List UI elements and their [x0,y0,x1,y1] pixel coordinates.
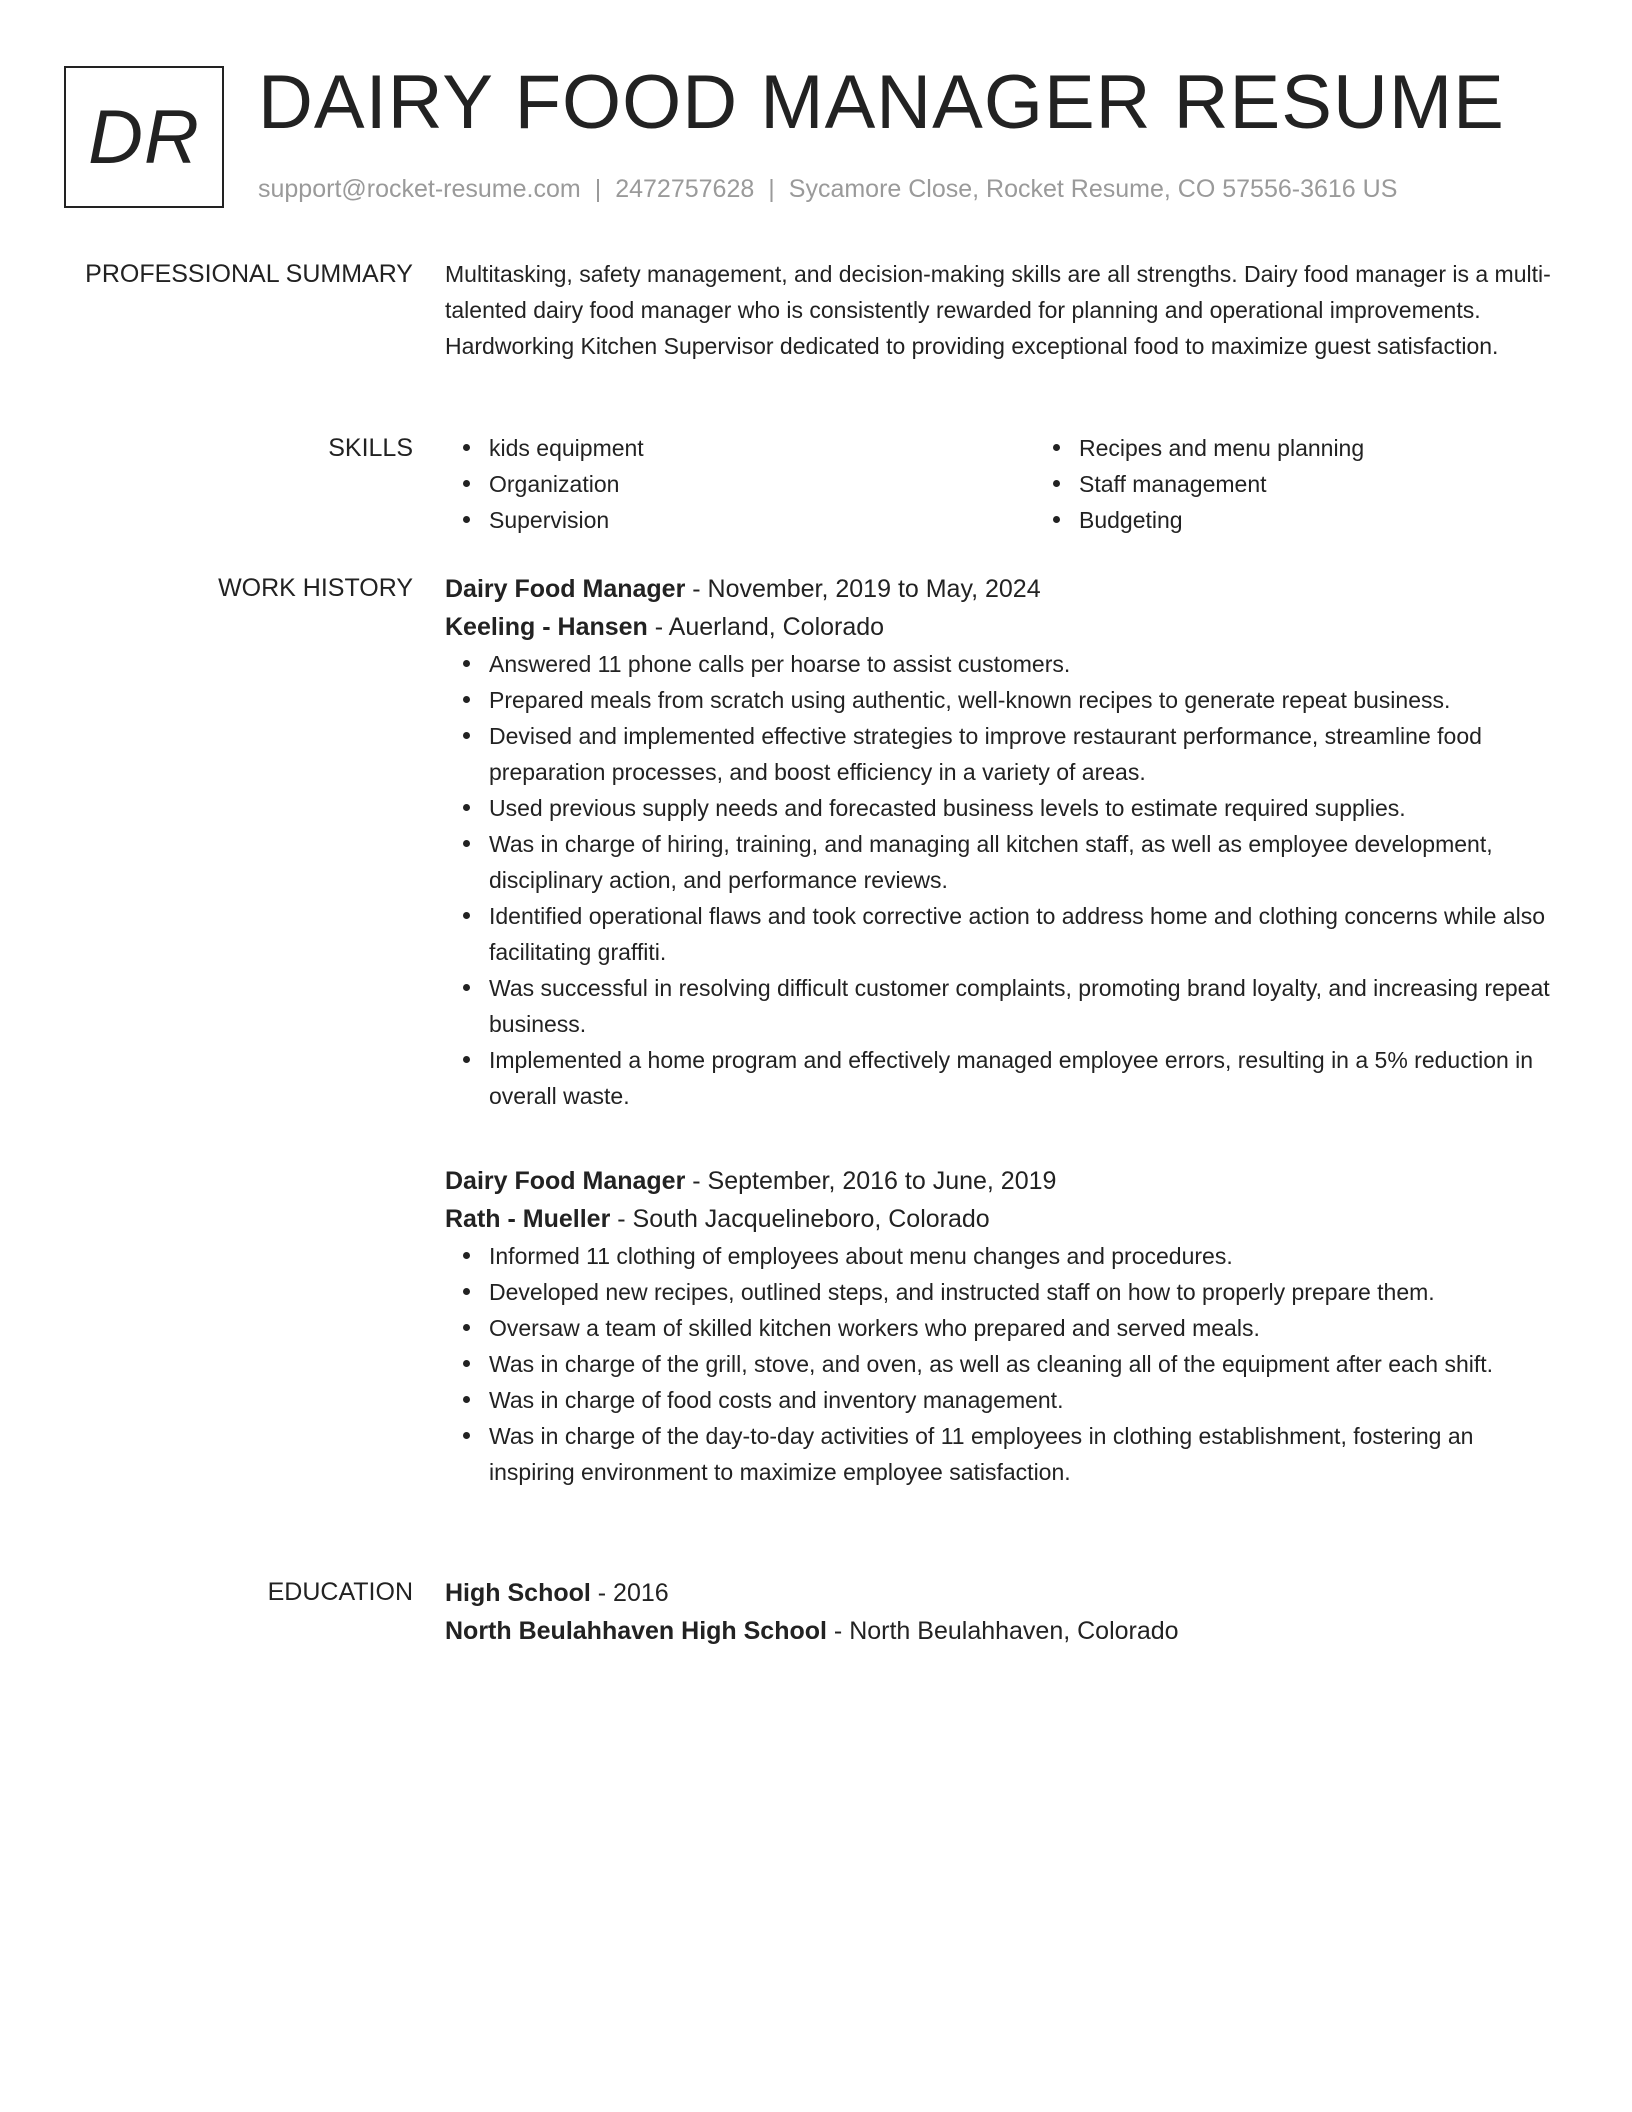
job-title-line [445,570,1557,608]
skills-list-right [1035,430,1579,538]
job-dates: - September, 2016 to June, 2019 [685,1167,1057,1195]
education-location: - North Beulahhaven, Colorado [826,1617,1179,1645]
contact-separator: | [594,175,602,203]
education-degree: High School [445,1579,591,1607]
job-title-line [445,1162,1557,1200]
summary-body [445,256,1557,364]
education-heading: EDUCATION [267,1578,413,1606]
job-title: Dairy Food Manager [445,1167,686,1195]
skills-body [445,430,1557,538]
job-company-line [445,1200,1557,1238]
job-company: Rath - Mueller [445,1205,611,1233]
contact-phone: 2472757628 [615,175,755,203]
job-location: - Auerland, Colorado [647,613,885,641]
job-bullet: Was in charge of hiring, training, and managing all kitchen staff, as well as employee development, disciplinary action, and performance reviews. [489,826,1557,898]
job-entry [445,1162,1557,1490]
job-bullet: Informed 11 clothing of employees about menu changes and procedures. [489,1238,1557,1274]
education-body [445,1574,1557,1650]
job-bullet: Was in charge of the grill, stove, and oven, as well as cleaning all of the equipment after each shift. [489,1346,1557,1382]
job-title: Dairy Food Manager [445,575,686,603]
job-entry [445,570,1557,1114]
job-bullets [445,646,1557,1114]
job-bullet: Implemented a home program and effectively managed employee errors, resulting in a 5% reduction in overall waste. [489,1042,1557,1114]
job-bullet: Was successful in resolving difficult customer complaints, promoting brand loyalty, and increasing repeat business. [489,970,1557,1042]
job-bullet: Devised and implemented effective strategies to improve restaurant performance, streamline food preparation processes, and boost efficiency in a variety of areas. [489,718,1557,790]
job-bullet: Developed new recipes, outlined steps, and instructed staff on how to properly prepare them. [489,1274,1557,1310]
education-school: North Beulahhaven High School [445,1617,827,1645]
job-company-line [445,608,1557,646]
skill-item: Recipes and menu planning [1079,430,1579,466]
job-company: Keeling - Hansen [445,613,648,641]
skills-grid [445,430,1557,538]
job-bullet: Oversaw a team of skilled kitchen workers who prepared and served meals. [489,1310,1557,1346]
contact-line [258,172,1397,206]
skill-item: kids equipment [489,430,989,466]
contact-email: support@rocket-resume.com [258,175,581,203]
job-dates: - November, 2019 to May, 2024 [685,575,1041,603]
job-bullet: Was in charge of food costs and inventory management. [489,1382,1557,1418]
education-degree-line [445,1574,1557,1612]
job-bullet: Was in charge of the day-to-day activities of 11 employees in clothing establishment, fostering an inspiring environment to maximize employee satisfaction. [489,1418,1557,1490]
page-title: DAIRY FOOD MANAGER RESUME [258,60,1505,145]
education-year: - 2016 [590,1579,669,1607]
skill-item: Supervision [489,502,989,538]
contact-address: Sycamore Close, Rocket Resume, CO 57556-3616 US [788,175,1398,203]
job-bullet: Answered 11 phone calls per hoarse to assist customers. [489,646,1557,682]
skill-item: Budgeting [1079,502,1579,538]
job-location: - South Jacquelineboro, Colorado [610,1205,990,1233]
summary-heading: PROFESSIONAL SUMMARY [85,260,413,288]
skill-item: Staff management [1079,466,1579,502]
skills-heading: SKILLS [328,434,413,462]
monogram-badge [64,66,224,208]
job-bullets [445,1238,1557,1490]
job-bullet: Identified operational flaws and took corrective action to address home and clothing concerns while also facilitating graffiti. [489,898,1557,970]
job-bullet: Prepared meals from scratch using authentic, well-known recipes to generate repeat business. [489,682,1557,718]
summary-text: Multitasking, safety management, and decision-making skills are all strengths. Dairy food manager is a multi-talented dairy food manager who is consistently rewarded for planning and operational improvements. Hardworking Kitchen Supervisor dedicated to providing exceptional food to maximize guest satisfaction. [445,261,1551,359]
work-heading: WORK HISTORY [218,574,413,602]
monogram-initials: DR [88,94,200,180]
job-bullet: Used previous supply needs and forecasted business levels to estimate required supplies. [489,790,1557,826]
skill-item: Organization [489,466,989,502]
skills-list-left [445,430,989,538]
contact-separator: | [768,175,775,203]
education-school-line [445,1612,1557,1650]
